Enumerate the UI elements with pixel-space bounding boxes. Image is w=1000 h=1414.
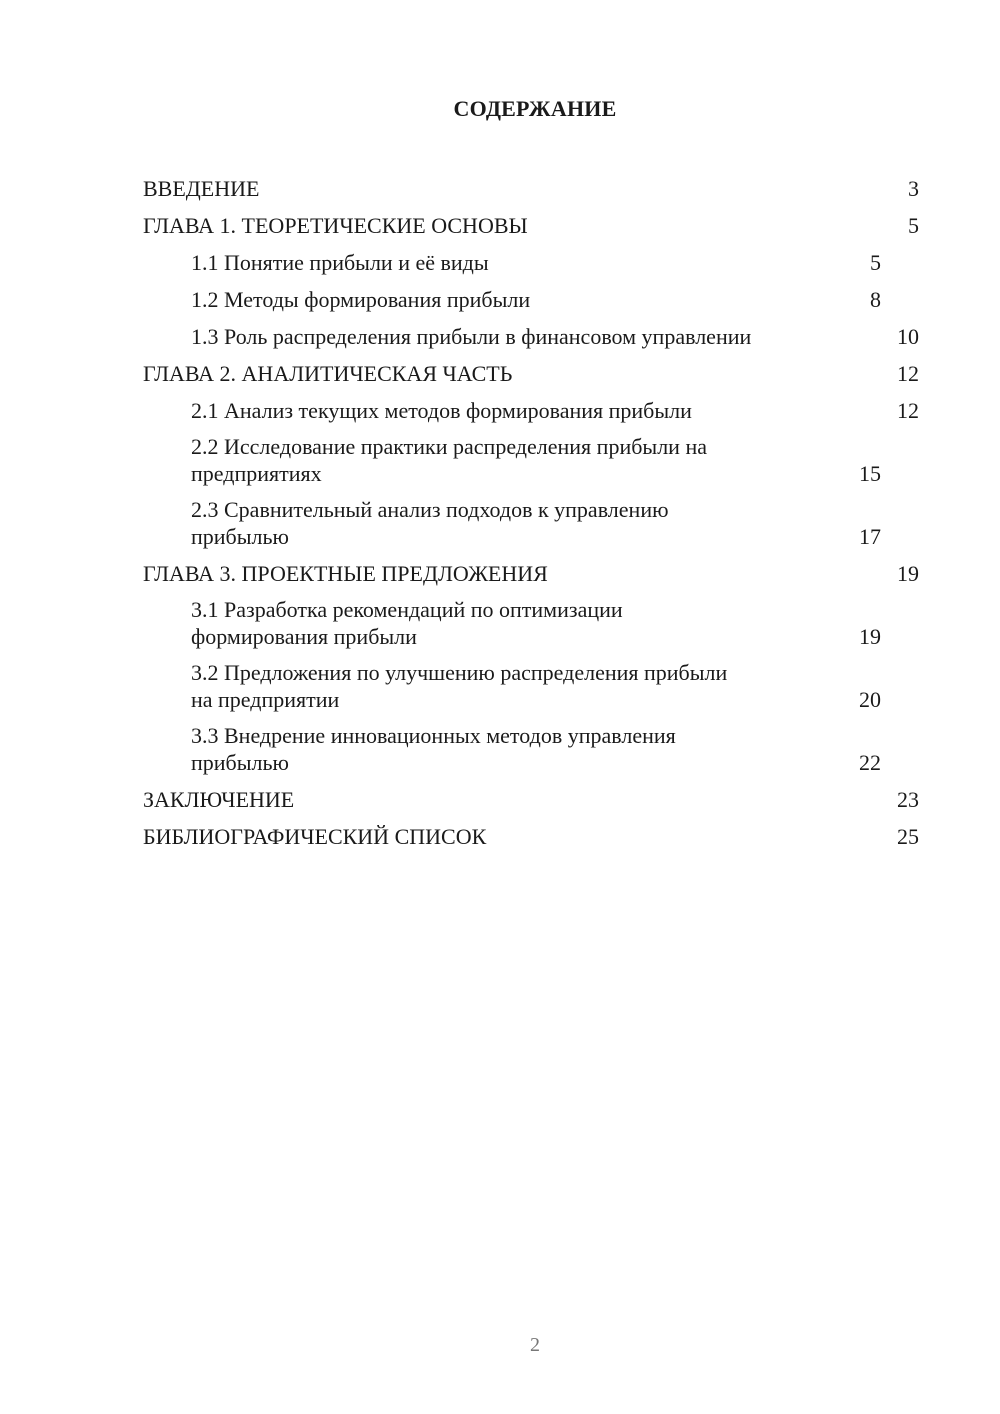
toc-entry-section-1-3 [143, 318, 919, 355]
toc-entry-section-1-2 [143, 281, 919, 318]
toc-entry-page: 25 [897, 824, 919, 849]
toc-entry-page: 23 [897, 787, 919, 812]
toc-entry-title: 3.3 Внедрение инновационных методов управления прибылью [191, 723, 676, 775]
toc-entry-chapter-3 [143, 555, 919, 592]
toc-entry-title: 1.1 Понятие прибыли и её виды [191, 250, 489, 275]
toc-entry-chapter-1 [143, 207, 919, 244]
toc-entry-page: 12 [897, 398, 919, 423]
toc-entry-title: ГЛАВА 1. ТЕОРЕТИЧЕСКИЕ ОСНОВЫ [143, 213, 528, 238]
page-title: СОДЕРЖАНИЕ [453, 96, 617, 121]
toc-entry-title: 3.2 Предложения по улучшению распределения прибыли на предприятии [191, 660, 728, 712]
toc-entry-page: 5 [908, 213, 919, 238]
toc-entry-page: 3 [908, 176, 919, 201]
toc-entry-page: 20 [859, 687, 881, 712]
toc-entry-title: 3.1 Разработка рекомендаций по оптимизации формирования прибыли [191, 597, 623, 649]
toc-entry-title: БИБЛИОГРАФИЧЕСКИЙ СПИСОК [143, 824, 487, 849]
table-of-contents [143, 170, 919, 855]
toc-entry-title: ГЛАВА 3. ПРОЕКТНЫЕ ПРЕДЛОЖЕНИЯ [143, 561, 548, 586]
toc-entry-section-2-1 [143, 392, 919, 429]
page-number: 2 [530, 1334, 540, 1356]
toc-entry-title: 1.3 Роль распределения прибыли в финансовом управлении [191, 324, 752, 349]
toc-entry-section-3-1 [143, 592, 919, 655]
toc-entry-page: 10 [897, 324, 919, 349]
toc-entry-section-2-2 [143, 429, 919, 492]
toc-entry-section-1-1 [143, 244, 919, 281]
toc-entry-section-3-2 [143, 655, 919, 718]
toc-entry-page: 22 [859, 750, 881, 775]
toc-entry-page: 19 [859, 624, 881, 649]
toc-entry-chapter-2 [143, 355, 919, 392]
toc-entry-page: 12 [897, 361, 919, 386]
toc-entry-title: ВВЕДЕНИЕ [143, 176, 260, 201]
toc-entry-conclusion [143, 781, 919, 818]
toc-entry-title: ГЛАВА 2. АНАЛИТИЧЕСКАЯ ЧАСТЬ [143, 361, 513, 386]
toc-entry-introduction [143, 170, 919, 207]
toc-entry-page: 8 [870, 287, 881, 312]
toc-entry-page: 19 [897, 561, 919, 586]
toc-entry-section-2-3 [143, 492, 919, 555]
toc-entry-title: 2.3 Сравнительный анализ подходов к управлению прибылью [191, 497, 669, 549]
toc-entry-page: 15 [859, 461, 881, 486]
toc-entry-title: 2.1 Анализ текущих методов формирования прибыли [191, 398, 692, 423]
toc-entry-bibliography [143, 818, 919, 855]
toc-entry-title: ЗАКЛЮЧЕНИЕ [143, 787, 295, 812]
toc-entry-section-3-3 [143, 718, 919, 781]
toc-entry-page: 5 [870, 250, 881, 275]
toc-entry-title: 1.2 Методы формирования прибыли [191, 287, 531, 312]
toc-entry-page: 17 [859, 524, 881, 549]
toc-entry-title: 2.2 Исследование практики распределения прибыли на предприятиях [191, 434, 707, 486]
